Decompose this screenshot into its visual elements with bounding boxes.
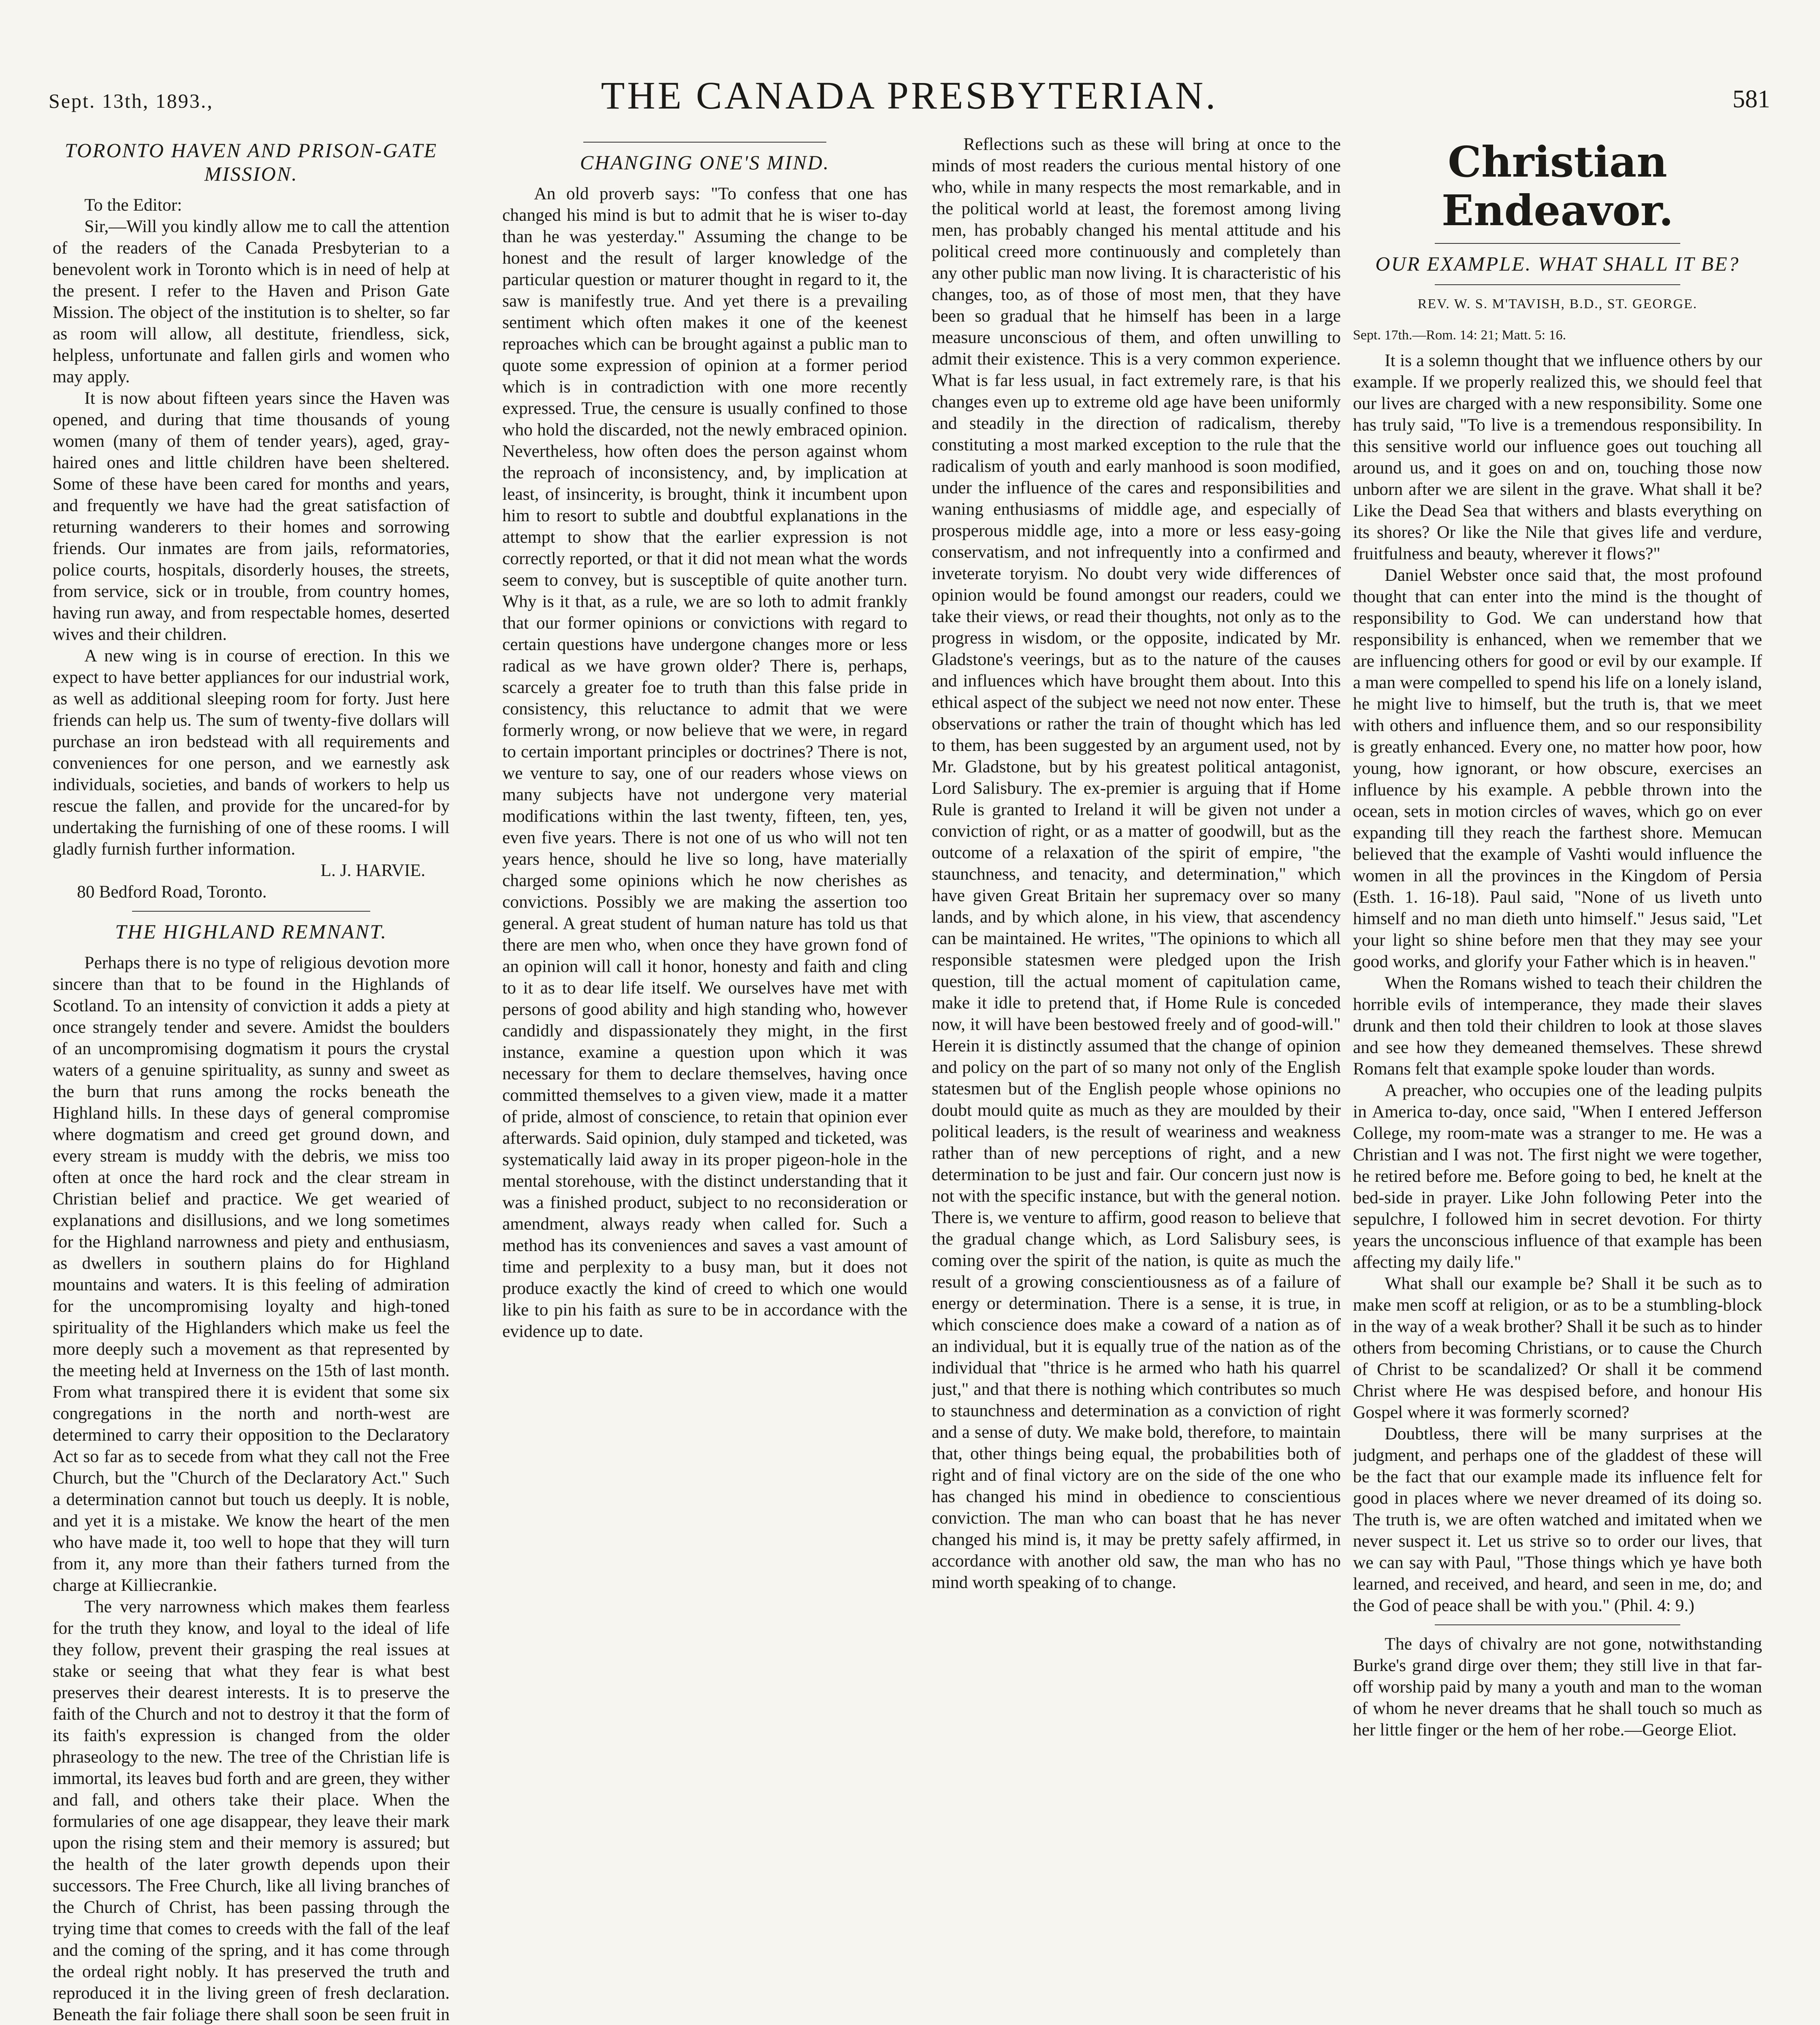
endeavor-paragraph: Daniel Webster once said that, the most profound thought that can enter into the mind is the thought of responsibility to God. We can understand how that responsibility is enhanced, when we remember that we are influencing others for good or evil by our example. If a man were compelled to spend his life on a lonely island, he might live to himself, but the truth is, that we meet with others and influence them, and so our responsibility is greatly enhanced. Every one, no matter how poor, how young, how ignorant, or how obscure, exercises an influence by his example. A pebble thrown into the ocean, sets in motion circles of waves, which go on ever expanding till they reach the farthest shore. Memucan believed that the example of Vashti would influence the women in all the provinces in the Kingdom of Persia (Esth. 1. 16-18). Paul said, "None of us liveth unto himself and no man dieth unto himself." Jesus said, "Let your light so shine before men that they may see your good works, and glorify your Father which is in heaven." <box>1353 565 1762 971</box>
highland-article-title: THE HIGHLAND REMNANT. <box>115 920 387 943</box>
scripture-reference: Sept. 17th.—Rom. 14: 21; Matt. 5: 16. <box>1353 328 1566 343</box>
column-3 <box>932 134 1341 2025</box>
issue-date: Sept. 13th, 1893., <box>49 90 213 112</box>
christian-endeavor-heading: Christian Endeavor. <box>1441 137 1674 235</box>
section-divider <box>132 911 370 912</box>
page-number: 581 <box>1733 85 1770 113</box>
section-divider <box>1435 1624 1680 1625</box>
haven-salutation: To the Editor: <box>84 195 182 215</box>
author-byline: REV. W. S. M'TAVISH, B.D., ST. GEORGE. <box>1417 296 1698 311</box>
endeavor-paragraph: What shall our example be? Shall it be such as to make men scoff at religion, or as to be a stumbling-block in the way of a weak brother? Shall it be such as to hinder others from becoming Christians, or to cause the Church of Christ to be scandalized? Or shall it be commend Christ where He was despised before, and honour His Gospel where it was formerly scorned? <box>1353 1274 1762 1422</box>
endeavor-paragraph: Doubtless, there will be many surprises at the judgment, and perhaps one of the gladdest of these will be the fact that our example made its influence felt for good in places where we never dreamed of its doing so. The truth is, we are often watched and imitated when we never suspect it. Let us strive so to order our lives, that we can say with Paul, "Those things which ye have both learned, and received, and heard, and seen in me, do; and the God of peace shall be with you." (Phil. 4: 9.) <box>1353 1424 1762 1615</box>
haven-article-title: TORONTO HAVEN AND PRISON-GATE MISSION. <box>64 139 438 185</box>
endeavor-paragraph: It is a solemn thought that we influence others by our example. If we properly realized this, we should feel that our lives are charged with a new responsibility. Some one has truly said, "To live is a tremendous responsibility. In this sensitive world our influence goes out touching all around us, and it goes on and on, touching those now unborn after we are silent in the grave. What shall it be? Like the Dead Sea that withers and blasts everything on its shores? Or like the Nile that gives life and verdure, fruitfulness and beauty, wherever it flows?" <box>1353 351 1762 563</box>
endeavor-paragraph: When the Romans wished to teach their children the horrible evils of intemperance, they made their slaves drunk and then told their children to look at those slaves and see how they demeaned themselves. These shrewd Romans felt that example spoke louder than words. <box>1353 973 1762 1079</box>
mind-article-title: CHANGING ONE'S MIND. <box>580 151 830 174</box>
haven-paragraph: Sir,—Will you kindly allow me to call the attention of the readers of the Canada Presbyterian to a benevolent work in Toronto which is in need of help at the present. I refer to the Haven and Prison Gate Mission. The object of the institution is to shelter, so far as room will allow, all destitute, friendless, sick, helpless, unfortunate and fallen girls and women who may apply. <box>53 217 450 386</box>
mind-paragraph: Reflections such as these will bring at once to the minds of most readers the curious mental history of one who, while in many respects the most remarkable, and in the political world at least, the foremost among living men, has probably changed his mental attitude and his political creed more continuously and completely than any other public man now living. It is characteristic of his changes, too, as of those of most men, that they have been so gradual that he himself has been in a large measure unconscious of them, and often unwilling to admit their existence. This is a very common experience. What is far less usual, in fact extremely rare, is that his changes even up to extreme old age have been uniformly and steadily in the direction of radicalism, thereby constituting a most marked exception to the rule that the radicalism of youth and early manhood is soon modified, under the influence of the cares and responsibilities and waning enthusiasms of middle age, and especially of prosperous middle age, into a more or less easy-going conservatism, and not infrequently into a confirmed and inveterate toryism. No doubt very wide differences of opinion would be found amongst our readers, could we take their views, or read their thoughts, not only as to the progress in wisdom, or the opposite, indicated by Mr. Gladstone's veerings, but as to the nature of the causes and influences which have brought them about. Into this ethical aspect of the subject we need not now enter. These observations or rather the train of thought which has led to them, has been suggested by an argument used, not by Mr. Gladstone, but by his greatest political antagonist, Lord Salisbury. The ex-premier is arguing that if Home Rule is granted to Ireland it will be given not under a conviction of right, or as a matter of goodwill, but as the outcome of a relaxation of the spirit of empire, "the staunchness, and tenacity, and determination," which have given Great Britain her supremacy over so many lands, and by which alone, in his view, that ascendency can be maintained. He writes, "The opinions to which all responsible statesmen were pledged upon the Irish question, till the actual moment of capitulation came, make it idle to pretend that, if Home Rule is conceded now, it will have been bestowed freely and of good-will." Herein it is distinctly assumed that the change of opinion and policy on the part of so many not only of the English statesmen but of the English people whose opinions no doubt mould quite as much as they are moulded by their political leaders, is the result of weariness and weakness rather than of new perceptions of right, and a new determination to be just and fair. Our concern just now is not with the specific instance, but with the general notion. There is, we venture to affirm, good reason to believe that the gradual change which, as Lord Salisbury sees, is coming over the spirit of the nation, is quite as much the result of a growing conscientiousness as of a failure of energy or determination. There is a sense, it is true, in which conscience does make a coward of a nation as of an individual, but it is equally true of the nation as of the individual that "thrice is he armed who hath his quarrel just," and that there is nothing which contributes so much to staunchness and determination as a conviction of right and a sense of duty. We make bold, therefore, to maintain that, other things being equal, the probabilities both of right and of final victory are on the side of the one who has changed his mind in obedience to conscientious conviction. The man who can boast that he has never changed his mind is, it may be pretty safely affirmed, in accordance with another old saw, the man who has no mind worth speaking of to change. <box>932 134 1341 1592</box>
highland-paragraph: The very narrowness which makes them fearless for the truth they know, and loyal to the ideal of life they follow, prevent their grasping the real issues at stake or seeing that what they fear is what best preserves their dearest interests. It is to preserve the faith of the Church and not to destroy it that the form of its faith's expression is changed from the older phraseology to the new. The tree of the Christian life is immortal, its leaves bud forth and are green, they wither and fall, and others take their place. When the formularies of one age disappear, they leave their mark upon the rising stem and their memory is assured; but the health of the later growth depends upon their successors. The Free Church, like all living branches of the Church of Christ, has been passing through the trying time that comes to creeds with the fall of the leaf and the coming of the spring, and it has come through the ordeal right nobly. It has preserved the truth and reproduced it in the living green of fresh declaration. Beneath the fair foliage there shall soon be seen fruit in <box>53 1597 450 2024</box>
mind-paragraph: An old proverb says: "To confess that one has changed his mind is but to admit that he is wiser to-day than he was yesterday." Assuming the change to be honest and the result of larger knowledge of the particular question or maturer thought in regard to it, the saw is manifestly true. And yet there is a prevailing sentiment which often makes it one of the keenest reproaches which can be brought against a public man to quote some expression of opinion at a former period which is in contradiction with one more recently expressed. True, the censure is usually confined to those who hold the discarded, not the newly embraced opinion. Nevertheless, how often does the person against whom the reproach of inconsistency, and, by implication at least, of insincerity, is brought, think it incumbent upon him to resort to subtle and doubtful explanations in the attempt to show that the earlier expression is not correctly reported, or that it did not mean what the words seem to convey, but is susceptible of quite another turn. Why is it that, as a rule, we are so loth to admit frankly that our former opinions or convictions with regard to certain questions have undergone changes more or less radical as we have grown older? There is, perhaps, scarcely a greater foe to truth than this false pride in consistency, this reluctance to admit that we were formerly wrong, or now believe that we were, in regard to certain important principles or doctrines? There is not, we venture to say, one of our readers whose views on many subjects have not undergone very material modifications within the last twenty, fifteen, ten, yes, even five years. There is not one of us who will not ten years hence, should he live so long, have materially charged some opinions which he now cherishes as convictions. Possibly we are making the assertion too general. A great student of human nature has told us that there are men who, when once they have grown fond of an opinion will call it honor, honesty and faith and cling to it as to dear life itself. We ourselves have met with persons of good ability and high standing who, however candidly and dispassionately they might, in the first instance, examine a question upon which it was necessary for them to declare themselves, having once committed themselves to a given view, made it a matter of pride, almost of conscience, to retain that opinion ever afterwards. Said opinion, duly stamped and ticketed, was systematically laid away in its proper pigeon-hole in the mental storehouse, with the distinct understanding that it was a finished product, subject to no reconsideration or amendment, always ready when called for. Such a method has its conveniences and saves a vast amount of time and perplexity to a busy man, but it does not produce exactly the kind of creed to which one would like to pin his faith as sure to be in accordance with the evidence up to date. <box>502 184 907 1341</box>
haven-paragraph: It is now about fifteen years since the Haven was opened, and during that time thousands of young women (many of them of tender years), aged, gray-haired ones and little children have been sheltered. Some of these have been cared for months and years, and frequently we have had the great satisfaction of returning wanderers to their homes and sorrowing friends. Our inmates are from jails, reformatories, police courts, hospitals, disorderly houses, the streets, from service, sick or in trouble, from country homes, having run away, and from respectable homes, deserted wives and their children. <box>53 388 450 644</box>
section-divider <box>1435 243 1680 244</box>
section-divider <box>1435 284 1680 285</box>
haven-signature: L. J. HARVIE. <box>320 861 425 880</box>
haven-paragraph: A new wing is in course of erection. In this we expect to have better appliances for our industrial work, as well as additional sleeping room for forty. Just here friends can help us. The sum of twenty-five dollars will purchase an iron bedstead with all requirements and conveniences for one person, and we earnestly ask individuals, societies, and bands of workers to help us rescue the fallen, and provide for the uncared-for by undertaking the furnishing of one of these rooms. I will gladly furnish further information. <box>53 646 450 859</box>
endeavor-paragraph: A preacher, who occupies one of the leading pulpits in America to-day, once said, "When I entered Jefferson College, my room-mate was a stranger to me. He was a Christian and I was not. The first night we were together, he retired before me. Before going to bed, he knelt at the bed-side in prayer. Like John following Peter into the sepulchre, I followed him in secret devotion. For thirty years the unconscious influence of that example has been affecting my daily life." <box>1353 1081 1762 1272</box>
endeavor-article-title: OUR EXAMPLE. WHAT SHALL IT BE? <box>1375 252 1740 275</box>
haven-address: 80 Bedford Road, Toronto. <box>77 882 267 902</box>
closing-quote: The days of chivalry are not gone, notwithstanding Burke's grand dirge over them; they still live in that far-off worship paid by many a youth and man to the woman of whom he never dreams that he shall touch so much as her little finger or the hem of her robe.—George Eliot. <box>1353 1634 1762 1739</box>
masthead <box>49 61 1770 126</box>
column-2 <box>502 134 907 2025</box>
section-divider <box>583 142 826 143</box>
column-1 <box>53 134 450 2025</box>
newspaper-title: THE CANADA PRESBYTERIAN. <box>601 74 1218 117</box>
column-4 <box>1353 134 1762 2025</box>
highland-paragraph: Perhaps there is no type of religious devotion more sincere than that to be found in the Highlands of Scotland. To an intensity of conviction it adds a piety at once strangely tender and severe. Amidst the boulders of an uncompromising dogmatism it pours the crystal waters of a genuine spirituality, as sunny and sweet as the burn that runs among the rocks beneath the Highland hills. In these days of general compromise where dogmatism and creed get ground down, and every stream is muddy with the debris, we miss too often at once the hard rock and the clear stream in Christian belief and practice. We get wearied of explanations and disillusions, and we long sometimes for the Highland narrowness and piety and enthusiasm, as dwellers in southern plains do for Highland mountains and waters. It is this feeling of admiration for the uncompromising loyalty and high-toned spirituality of the Highlanders which make us feel the more deeply such a movement as that represented by the meeting held at Inverness on the 15th of last month. From what transpired there it is evident that some six congregations in the north and north-west are determined to carry their opposition to the Declaratory Act so far as to secede from what they call not the Free Church, but the "Church of the Declaratory Act." Such a determination cannot but touch us deeply. It is noble, and yet it is a mistake. We know the heart of the men who have made it, too well to hope that they will turn from it, any more than their fathers turned from the charge at Killiecrankie. <box>53 953 450 1595</box>
